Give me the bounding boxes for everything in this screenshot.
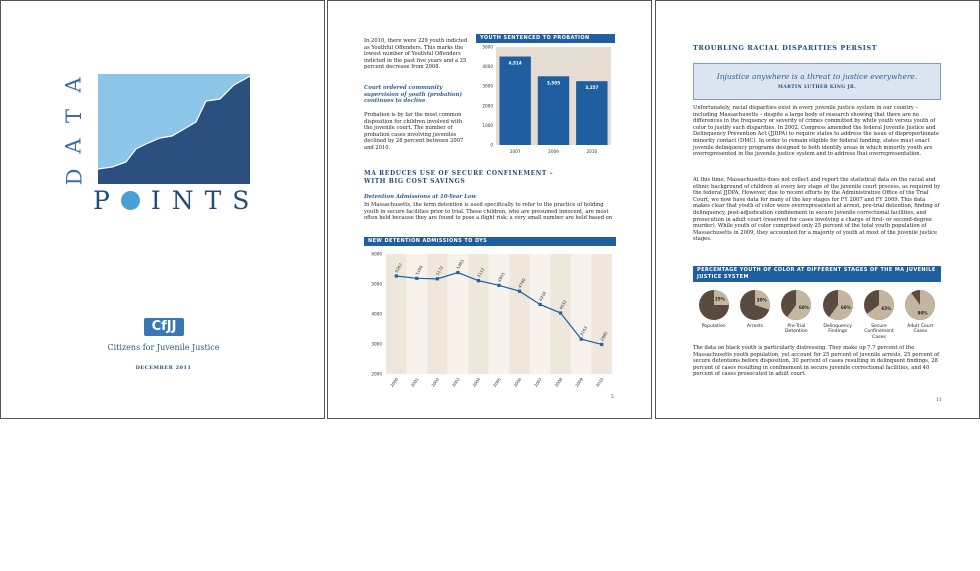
disparities-paragraph-2: At this time, Massachusetts does not collect and report the statistical data on the racial and ethnic background of children at every key stage of the juvenile court process, as required by the federal JJDPA. However, due to recent efforts by the Administrative Office of the Trial Court, we now have data for many of the key stages for FY 2007 and FY 2009. This data makes clear that youth of color were overrepresented at arrest, pre-trial detention, finding of delinquency, post-adjudication confinement in secure juvenile correctional facilities, and prosecution in adult court (reserved for cases involving a charge of first- or second-degree murder). While youth of color comprised only 25 percent of the total youth population of Massachusetts in 2009, they accounted for a majority of youth at most of the juvenile justice stages. [693,177,941,243]
y-tick-label: 5000 [482,44,493,50]
y-tick-label: 4000 [482,64,493,70]
data-point [497,284,500,287]
cover-title-letter: D [62,168,86,186]
bar [576,81,607,145]
y-tick-label: 2000 [482,103,493,109]
bar [499,57,530,145]
probation-chart [476,34,615,164]
data-label: 5383 [455,258,465,271]
plot-band [591,254,612,374]
data-point [456,271,459,274]
pie-value-label: 65% [881,306,892,312]
data-label: 5112 [475,266,486,279]
y-tick-label: 0 [490,142,493,148]
page-heading: TROUBLING RACIAL DISPARITIES PERSIST [693,44,878,52]
pie-row [693,282,941,344]
pie-value-label: 30% [756,297,767,303]
pie-value-label: 90% [917,310,928,316]
data-point [580,338,583,341]
data-label: 3,505 [546,80,561,86]
cover-title-letter: S [232,186,250,215]
x-tick-label: 2003 [450,376,461,388]
cover-title-letter: T [61,108,86,123]
x-tick-label: 2000 [389,376,400,388]
quote-author: MARTIN LUTHER KING JR. [777,85,857,90]
data-point [559,311,562,314]
cover-title-letter: T [204,186,222,215]
data-label: 3,257 [585,85,599,91]
x-tick-label: 2009 [548,149,559,154]
page-number: 5 [611,395,614,400]
cover-title-vertical [63,76,85,186]
pie-item [694,288,734,329]
data-point [600,343,603,346]
x-tick-label: 2002 [430,376,441,388]
page-5 [327,0,652,419]
plot-band [489,254,510,374]
data-point [436,277,439,280]
chart-title: NEW DETENTION ADMISSIONS TO DYS [364,237,616,246]
y-tick-label: 1000 [482,122,493,128]
plot-band [571,254,592,374]
probation-bar-chart [476,43,615,163]
cover-title-letter: N [171,186,194,215]
y-tick-label: 6000 [371,251,382,257]
cover-title-letter: A [61,77,86,93]
chart-title: YOUTH SENTENCED TO PROBATION [476,34,615,43]
data-point [395,274,398,277]
org-logo: CfJJ [144,318,184,336]
y-tick-label: 3000 [482,83,493,89]
section-title: MA REDUCES USE OF SECURE CONFINEMENT – WITH BIG COST SAVINGS [364,170,554,185]
quote-box [693,63,941,100]
x-tick-label: 2009 [574,376,585,388]
data-label: 4955 [496,271,506,283]
x-tick-label: 2010 [586,149,598,154]
data-label: 4318 [537,290,548,302]
subhead-probation: Court ordered community supervision of youth (probation) continues to decline [364,85,462,105]
pie-item [859,288,899,340]
pie-category-label: Population [701,324,726,329]
quote-text: Injustice anywhere is a threat to justice everywhere. [716,72,918,81]
pie-chart [821,288,855,322]
pie-chart [738,288,772,322]
org-name: Citizens for Juvenile Justice [107,343,220,352]
x-tick-label: 2006 [512,376,523,388]
plot-band [509,254,530,374]
pie-category-label: Pre-Trial Detention [784,324,808,335]
pie-category-label: Secure Confinement Cases [864,324,894,340]
pie-item [818,288,858,335]
data-label: 5189 [414,264,424,276]
data-point [518,290,521,293]
pie-category-label: Arrests [746,324,764,329]
pie-item [900,288,940,335]
pie-chart [903,288,937,322]
data-label: 3163 [578,325,589,337]
pie-item [776,288,816,335]
pie-category-label: Delinquency Findings [823,324,852,335]
data-label: 5172 [434,265,445,277]
intro-paragraph: In 2010, there were 229 youth indicted as Youthful Offenders. This marks the lowest number of Youthful Offenders indicted in the past five years and a 25 percent decrease from 2008. [364,38,468,71]
data-point [477,279,480,282]
y-tick-label: 4000 [371,311,382,317]
y-tick-label: 2000 [371,371,382,377]
pie-category-label: Adult Court Cases [907,324,934,335]
data-point [415,277,418,280]
pie-item [735,288,775,329]
data-label: 4760 [517,277,527,289]
x-tick-label: 2005 [491,376,502,388]
pie-value-label: 25% [714,296,725,302]
cover-graphic [98,74,250,184]
detention-paragraph: In Massachusetts, the term detention is used specifically to refer to the practice of holding youth in secure facilities prior to trial. These children, who are presumed innocent, are most often held because they are found to pose a flight risk; a very small number are held based on [364,202,613,222]
x-tick-label: 2008 [553,376,564,388]
plot-band [530,254,551,374]
page-11 [655,0,980,419]
data-point [538,303,541,306]
pie-chart [862,288,896,322]
subhead-detention: Detention Admissions at 10-Year Low [364,194,477,200]
data-label: 2985 [599,330,609,342]
cover-date: DECEMBER 2011 [135,365,192,371]
chart-title: PERCENTAGE YOUTH OF COLOR AT DIFFERENT STAGES OF THE MA JUVENILE JUSTICE SYSTEM [693,266,941,282]
cover-title-letter: A [61,138,86,154]
y-tick-label: 3000 [371,341,382,347]
y-tick-label: 5000 [371,281,382,287]
pie-value-label: 60% [840,305,851,311]
x-tick-label: 2010 [594,376,605,388]
cover-title-letter: I [150,186,161,215]
data-label: 5267 [393,262,404,274]
detention-line-chart [364,246,616,397]
detention-chart [364,237,616,397]
cover-page [0,0,325,419]
data-label: 4032 [558,299,568,311]
cover-title-points [93,188,249,213]
pie-chart [697,288,731,322]
cover-title-letter: P [93,186,110,215]
pie-chart [779,288,813,322]
pie-value-label: 60% [799,305,810,311]
x-tick-label: 2001 [409,376,420,388]
x-tick-label: 2004 [471,376,482,388]
bar [538,76,569,145]
points-dot-icon [121,191,140,210]
black-youth-paragraph: The data on black youth is particularly distressing. They make up 7.7 percent of the Massachusetts youth population, yet account for 25 percent of juvenile arrests, 25 percent of secure detentions before disposition, 30 percent of cases resulting in delinquent findings, 28 percent of cases resulting in confinement in secure juvenile correctional facilities, and 40 percent of cases prosecuted in adult court. [693,345,940,378]
x-tick-label: 2007 [532,376,543,388]
x-tick-label: 2007 [509,149,521,154]
page-number: 11 [936,398,942,403]
disparities-paragraph-1: Unfortunately, racial disparities exist in every juvenile justice system in our country – including Massachusetts – despite a large body of research showing that there are no differences in the frequency or severity of crimes committed by white youth versus youth of color to justify such disparities. In 2002, Congress amended the federal Juvenile Justice and Delinquency Prevention Act (JJDPA) to require states to address the issue of disproportionate minority contact (DMC). In order to remain eligible for federal funding, states must enact juvenile delinquency programs designed to both identify areas in which minority youth are overrepresented in the juvenile justice system and to address that overrepresentation. [693,105,940,158]
probation-paragraph: Probation is by far the most common disposition for children involved with the juvenile court. The number of probation cases involving juveniles declined by 28 percent between 2007 and 2010. [364,112,464,151]
youth-of-color-chart [693,266,941,346]
data-label: 4,514 [508,60,522,66]
